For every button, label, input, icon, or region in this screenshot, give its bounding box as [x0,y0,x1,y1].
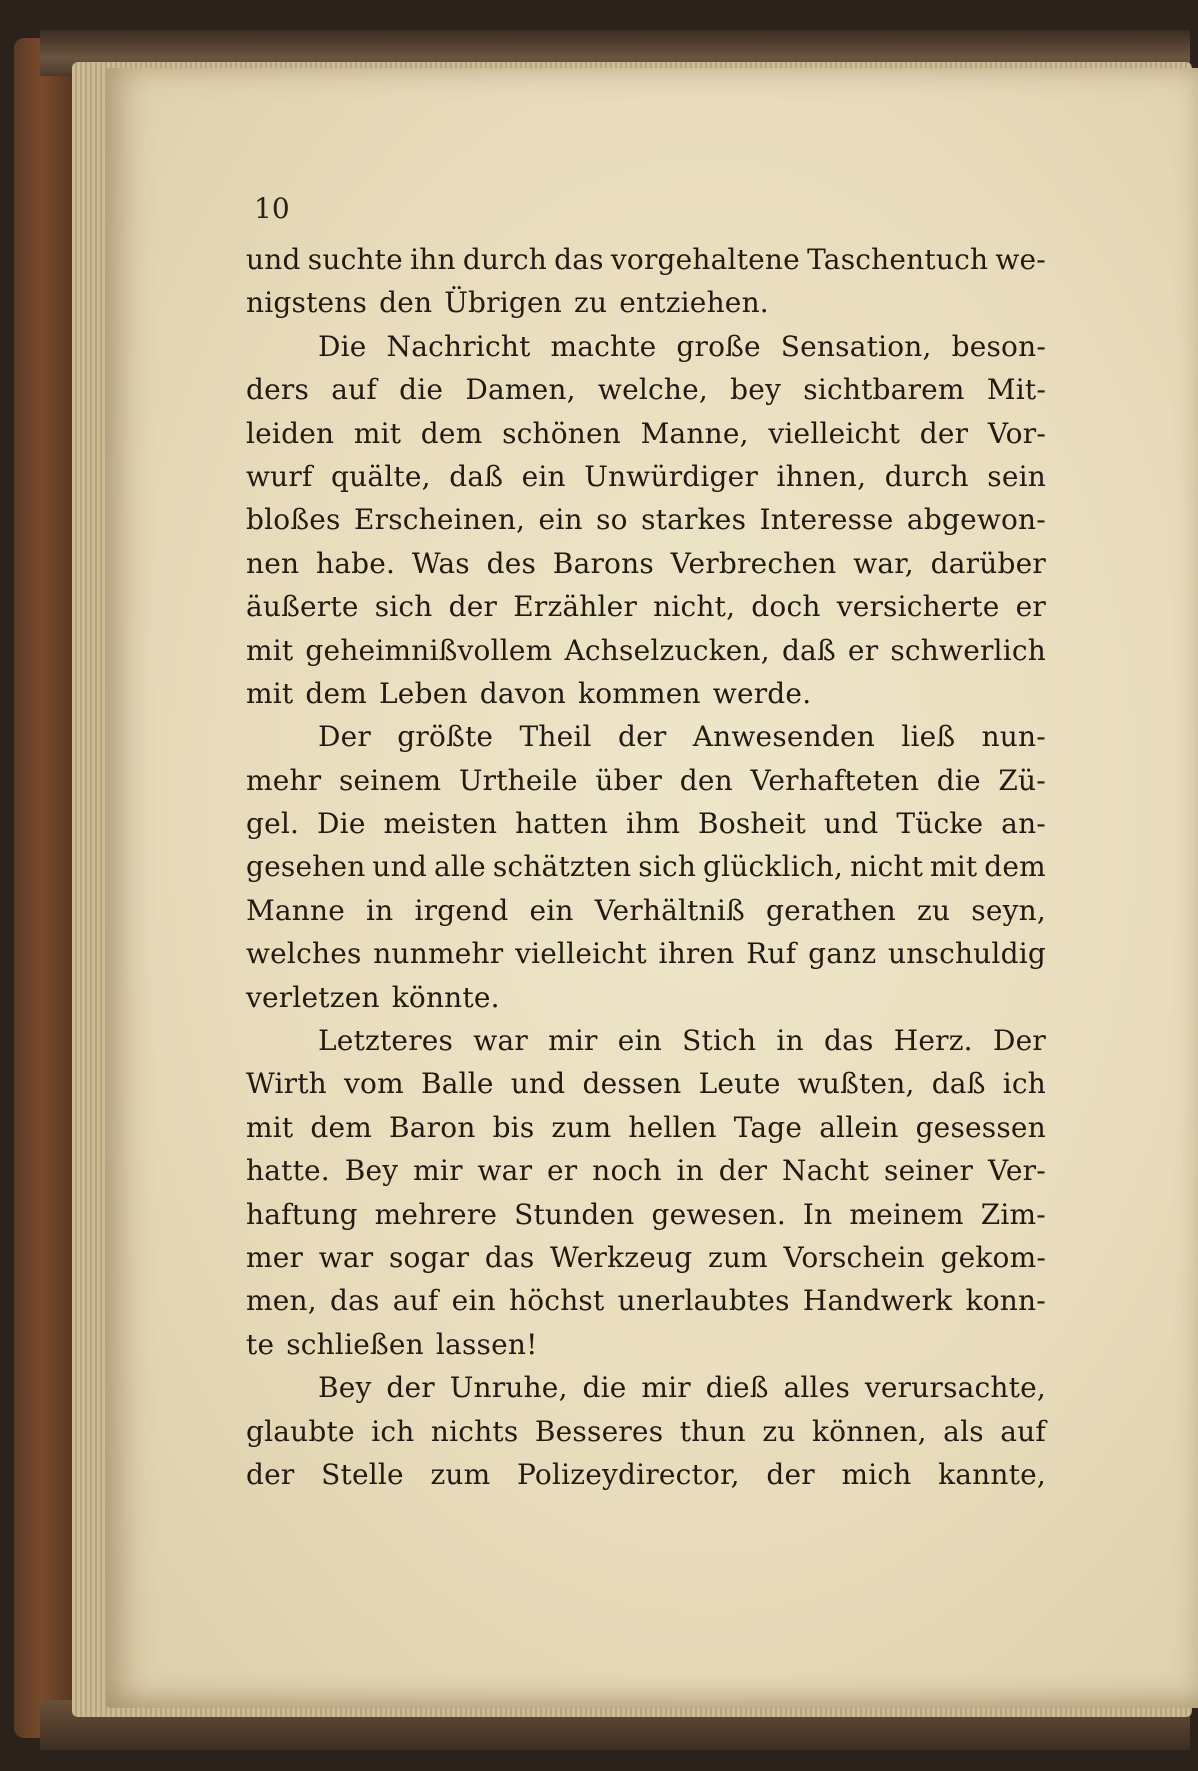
word: geheimnißvollem [305,633,553,667]
word: sogar [388,1240,470,1274]
word: machte [550,329,657,363]
word: dem [420,416,483,450]
word: gerathen [765,893,897,927]
text-line [246,845,1046,888]
word: Stelle [321,1457,404,1491]
word: hellen [628,1110,717,1144]
text-line [246,672,1046,715]
word: we- [995,243,1046,276]
word: Achselzucken, [564,633,770,667]
word: daß [781,633,836,667]
word: sich [374,590,433,624]
word: suchte [307,243,403,276]
text-line [246,325,1046,368]
word: mer [246,1240,304,1274]
word: Theil [519,720,592,754]
word: schließen [286,1327,424,1361]
word: Vorschein [783,1240,925,1274]
text-line [246,542,1046,585]
word: kannte, [938,1457,1046,1491]
word: Damen, [465,373,576,407]
word: Übrigen [444,286,563,320]
word: In [802,1197,833,1231]
word: dessen [582,1067,682,1101]
word: ich [1002,1067,1046,1101]
word: mir [413,1154,463,1188]
word: kommen [578,676,701,710]
word: sich [638,850,697,884]
word: vom [344,1067,404,1101]
word: Ruf [746,937,797,971]
word: so [596,503,628,537]
word: Sensation, [780,329,932,363]
word: irgend [414,893,509,927]
word: mehr [246,763,322,797]
text-line [246,932,1046,975]
word: zum [707,1240,768,1274]
word: war [473,1024,528,1058]
word: vielleicht [768,416,901,450]
word: Bey [344,1154,399,1188]
word: dem [984,850,1046,884]
word: Der [318,720,372,754]
word: nunmehr [373,937,504,971]
word: auf [1000,1414,1046,1448]
text-line [246,455,1046,498]
word: Manne [246,893,345,927]
text-line [246,1236,1046,1279]
word: Verhafteten [750,763,920,797]
word: mit [246,633,294,667]
text-line [246,238,1046,281]
word: nicht, [653,590,736,624]
word: haftung [246,1197,358,1231]
word: konn- [965,1284,1046,1318]
word: wurf [246,459,313,493]
word: Balle [420,1067,494,1101]
word: sein [987,459,1046,493]
word: das [484,1240,535,1274]
word: äußerte [246,590,359,624]
word: große [676,329,761,363]
word: sichtbarem [803,373,965,407]
word: ein [451,1284,496,1318]
text-line [246,281,1046,324]
word: schönen [502,416,622,450]
word: Leute [698,1067,781,1101]
text-line [246,1149,1046,1192]
word: werde. [712,676,812,710]
word: mit [929,850,978,884]
word: verursachte, [864,1371,1046,1405]
word: Baron [389,1110,476,1144]
word: ihren [658,937,735,971]
word: Anwesenden [692,720,876,754]
word: war, [853,546,914,580]
word: nen [246,546,300,580]
word: verletzen [246,980,380,1014]
word: noch [592,1154,662,1188]
word: Unwürdiger [584,459,759,493]
word: seinem [338,763,442,797]
word: könnte. [391,980,500,1014]
word: der [766,1457,815,1491]
text-line [246,1453,1046,1496]
word: ein [521,459,566,493]
text-line [246,1279,1046,1322]
word: der [246,1457,295,1491]
word: nigstens [246,286,368,320]
word: und [823,807,879,841]
word: bis [492,1110,535,1144]
text-line [246,889,1046,932]
word: er [547,1154,578,1188]
word: doch [751,590,821,624]
word: zu [762,1414,796,1448]
word: Nacht [782,1154,870,1188]
word: größte [397,720,494,754]
word: die [582,1371,627,1405]
text-line [246,585,1046,628]
text-line [246,1062,1046,1105]
word: in [366,893,394,927]
word: gesehen [246,850,366,884]
word: Tage [733,1110,803,1144]
word: Manne, [640,416,749,450]
word: vielleicht [515,937,647,971]
word: alle [433,850,486,884]
word: und [246,243,301,276]
word: allein [819,1110,899,1144]
word: Bosheit [698,807,807,841]
word: in [776,1024,804,1058]
word: dem [305,676,368,710]
word: der [919,416,969,450]
word: Vor- [987,416,1046,450]
word: Besseres [534,1414,664,1448]
text-line [246,1019,1046,1062]
word: Was [411,546,470,580]
word: ihnen, [776,459,867,493]
word: die [399,373,444,407]
word: durch [462,243,547,276]
word: zum [430,1457,491,1491]
word: Nachricht [386,329,531,363]
word: Die [318,329,367,363]
word: ganz [808,937,877,971]
word: schätzten [492,850,632,884]
text-line [246,629,1046,672]
word: den [679,763,733,797]
word: Leben [379,676,468,710]
word: mit [353,416,402,450]
word: quälte, [331,459,431,493]
word: Letzteres [318,1024,454,1058]
word: er [1015,590,1046,624]
word: mich [841,1457,912,1491]
word: in [676,1154,704,1188]
word: Stunden [514,1197,635,1231]
word: mit [246,1110,294,1144]
word: nicht [850,850,924,884]
word: habe. [315,546,396,580]
word: zu [917,893,951,927]
word: ein [538,503,583,537]
text-line [246,976,1046,1019]
word: auf [331,373,377,407]
word: schwerlich [890,633,1046,667]
word: Bey [318,1371,372,1405]
word: lassen! [435,1327,538,1361]
word: Polizeydirector, [517,1457,740,1491]
word: der [448,590,498,624]
word: te [246,1327,275,1361]
word: bloßes [246,503,341,537]
word: Erzähler [513,590,638,624]
word: ein [529,893,574,927]
word: ich [371,1414,415,1448]
word: meinem [849,1197,964,1231]
word: der [617,720,667,754]
word: alles [783,1371,851,1405]
word: Handwerk [802,1284,953,1318]
word: gesessen [915,1110,1046,1144]
word: das [554,243,604,276]
word: welches [246,937,362,971]
word: meisten [383,807,498,841]
word: darüber [930,546,1046,580]
word: durch [884,459,969,493]
word: den [379,286,433,320]
word: leiden [246,416,335,450]
word: starkes [641,503,747,537]
word: gekom- [940,1240,1046,1274]
word: hatten [515,807,609,841]
word: vorgehaltene [610,243,800,276]
word: gewesen. [651,1197,786,1231]
word: seyn, [971,893,1046,927]
word: als [943,1414,984,1448]
text-line [246,498,1046,541]
word: des [486,546,537,580]
word: war [318,1240,374,1274]
word: entziehen. [619,286,769,320]
word: Urtheile [458,763,578,797]
word: das [823,1024,874,1058]
word: wußten, [797,1067,915,1101]
word: glücklich, [703,850,844,884]
word: Ver- [987,1154,1046,1188]
text-line [246,715,1046,758]
word: zu [574,286,608,320]
word: Verbrechen [670,546,837,580]
word: abgewon- [906,503,1046,537]
word: Stich [682,1024,757,1058]
word: ders [246,373,310,407]
word: daß [449,459,504,493]
word: war [477,1154,533,1188]
word: nichts [430,1414,519,1448]
word: auf [392,1284,439,1318]
word: der [386,1371,435,1405]
word: und [372,850,428,884]
text-line [246,802,1046,845]
word: bey [730,373,782,407]
word: Mit- [986,373,1046,407]
word: Barons [552,546,654,580]
word: davon [479,676,567,710]
word: über [595,763,663,797]
word: Tücke [896,807,984,841]
word: können, [811,1414,927,1448]
word: Taschentuch [807,243,989,276]
text-line [246,759,1046,802]
word: unschuldig [888,937,1046,971]
text-line [246,1193,1046,1236]
word: beson- [951,329,1046,363]
word: Werkzeug [550,1240,693,1274]
word: und [510,1067,566,1101]
word: Der [992,1024,1046,1058]
word: hatte. [246,1154,330,1188]
word: unerlaubtes [617,1284,790,1318]
text-line [246,368,1046,411]
text-line [246,1106,1046,1149]
word: Zim- [980,1197,1046,1231]
text-block [246,238,1046,1496]
word: men, [246,1284,317,1318]
word: Unruhe, [449,1371,568,1405]
text-line [246,1410,1046,1453]
word: Zü- [998,763,1046,797]
word: dieß [705,1371,769,1405]
word: Die [317,807,366,841]
word: der [718,1154,768,1188]
word: zum [551,1110,612,1144]
word: Erscheinen, [353,503,526,537]
word: daß [931,1067,986,1101]
word: Wirth [246,1067,327,1101]
word: das [330,1284,380,1318]
word: dem [310,1110,373,1144]
word: glaubte [246,1414,355,1448]
word: mit [246,676,294,710]
text-line [246,1323,1046,1366]
text-line [246,1366,1046,1409]
word: mir [548,1024,598,1058]
text-line [246,412,1046,455]
word: gel. [246,807,300,841]
word: ein [617,1024,662,1058]
word: Herz. [893,1024,973,1058]
word: mir [641,1371,691,1405]
word: ihn [410,243,456,276]
word: welche, [597,373,708,407]
word: er [847,633,879,667]
word: ließ [901,720,956,754]
word: an- [1001,807,1046,841]
word: seiner [884,1154,974,1188]
page-number: 10 [254,192,290,225]
word: nun- [981,720,1046,754]
word: ihm [625,807,681,841]
word: Interesse [759,503,894,537]
word: die [936,763,981,797]
word: versicherte [836,590,1000,624]
word: Verhältniß [594,893,745,927]
word: thun [679,1414,746,1448]
word: höchst [509,1284,605,1318]
word: mehrere [374,1197,498,1231]
